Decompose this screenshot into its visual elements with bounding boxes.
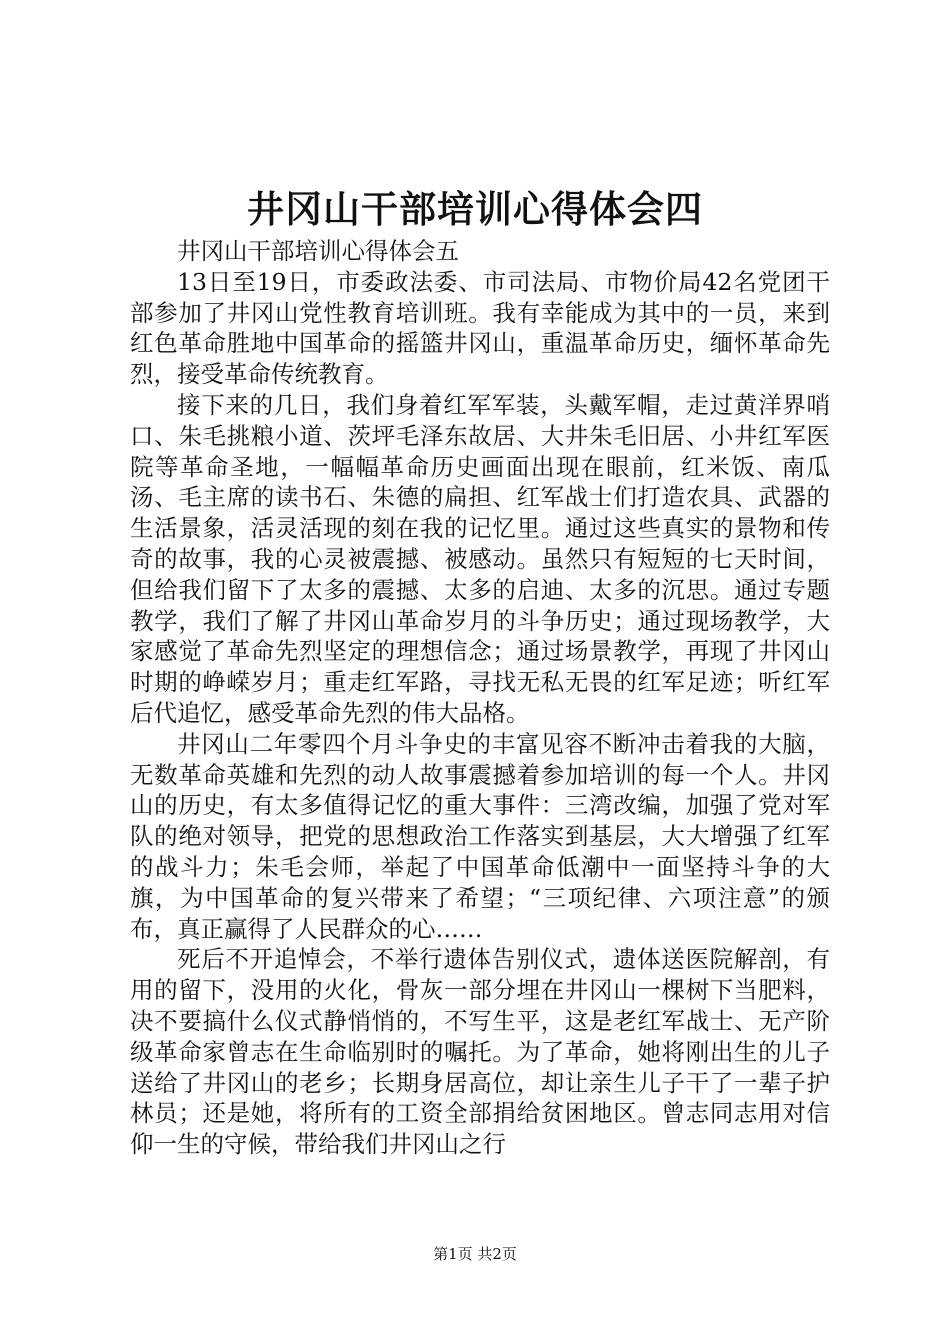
page-number-footer: 第1页 共2页 [433,1245,517,1263]
paragraph: 井冈山二年零四个月斗争史的丰富见容不断冲击着我的大脑，无数革命英雄和先烈的动人故事震撼着参加培训的每一个人。井冈山的历史，有太多值得记忆的重大事件：三湾改编，加强了党对军队的绝对领导，把党的思想政治工作落实到基层，大大增强了红军的战斗力；朱毛会师，举起了中国革命低潮中一面坚持斗争的大旗，为中国革命的复兴带来了希望；“三项纪律、六项注意”的颁布，真正赢得了人民群众的心…… [130,729,830,943]
paragraph: 死后不开追悼会，不举行遗体告别仪式，遗体送医院解剖，有用的留下，没用的火化，骨灰一部分埋在井冈山一棵树下当肥料，决不要搞什么仪式静悄悄的，不写生平，这是老红军战士、无产阶级革命家曾志在生命临别时的嘱托。为了革命，她将刚出生的儿子送给了井冈山的老乡；长期身居高位，却让亲生儿子干了一辈子护林员；还是她，将所有的工资全部捐给贫困地区。曾志同志用对信仰一生的守候，带给我们井冈山之行 [130,945,830,1159]
paragraph-subtitle: 井冈山干部培训心得体会五 [177,237,459,265]
document-body [130,236,830,1160]
paragraph: 13日至19日，市委政法委、市司法局、市物价局42名党团干部参加了井冈山党性教育培训班。我有幸能成为其中的一员，来到红色革命胜地中国革命的摇篮井冈山，重温革命历史，缅怀革命先烈，接受革命传统教育。 [130,267,830,389]
paragraph: 接下来的几日，我们身着红军军装，头戴军帽，走过黄洋界哨口、朱毛挑粮小道、茨坪毛泽东故居、大井朱毛旧居、小井红军医院等革命圣地，一幅幅革命历史画面出现在眼前，红米饭、南瓜汤、毛主席的读书石、朱德的扁担、红军战士们打造农具、武器的生活景象，活灵活现的刻在我的记忆里。通过这些真实的景物和传奇的故事，我的心灵被震撼、被感动。虽然只有短短的七天时间，但给我们留下了太多的震撼、太多的启迪、太多的沉思。通过专题教学，我们了解了井冈山革命岁月的斗争历史；通过现场教学，大家感觉了革命先烈坚定的理想信念；通过场景教学，再现了井冈山时期的峥嵘岁月；重走红军路，寻找无私无畏的红军足迹；听红军后代追忆，感受革命先烈的伟大品格。 [130,390,830,727]
document-title: 井冈山干部培训心得体会四 [247,187,703,231]
